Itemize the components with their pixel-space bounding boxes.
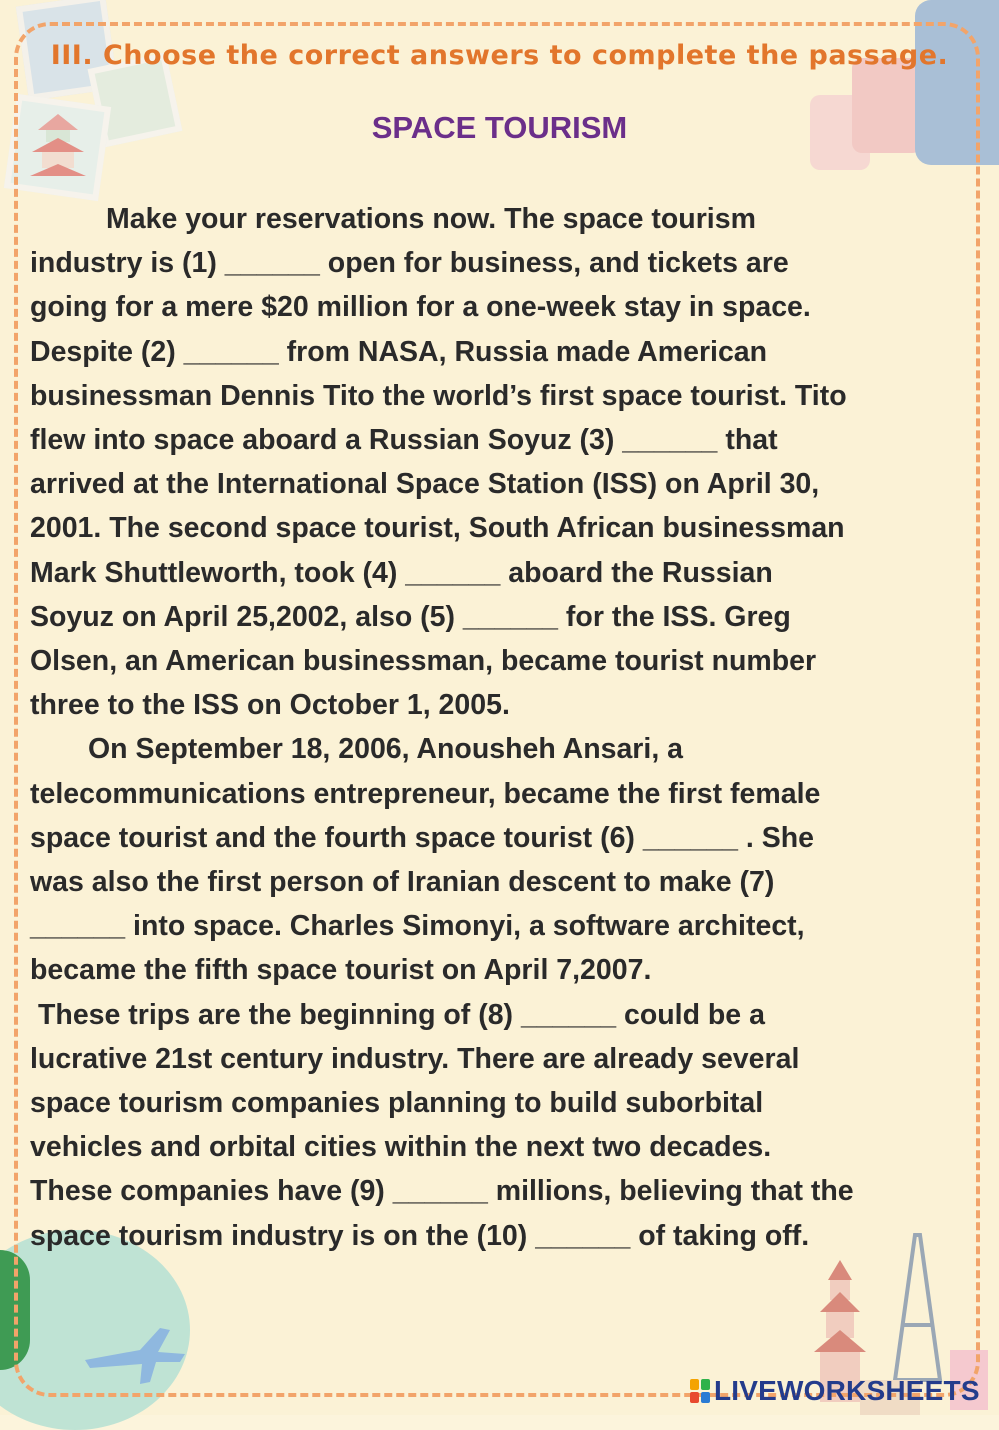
- liveworksheets-logo: [690, 1376, 980, 1406]
- passage-text: [30, 197, 975, 1258]
- passage-line: space tourism industry is on the (10) ______ of taking off.: [30, 1219, 810, 1252]
- passage-line: industry is (1) ______ open for business, and tickets are: [30, 247, 789, 280]
- passage-line: was also the first person of Iranian descent to make (7): [30, 866, 775, 899]
- passage-line: telecommunications entrepreneur, became the first female: [30, 777, 821, 810]
- logo-mark-icon: [690, 1379, 710, 1403]
- passage-line: space tourism companies planning to build suborbital: [30, 1087, 764, 1120]
- passage-line: Mark Shuttleworth, took (4) ______ aboard the Russian: [30, 556, 773, 589]
- logo-text: LIVEWORKSHEETS: [714, 1375, 980, 1406]
- passage-line: Despite (2) ______ from NASA, Russia made American: [30, 335, 768, 368]
- passage-line: businessman Dennis Tito the world’s first space tourist. Tito: [30, 379, 847, 412]
- passage-line: space tourist and the fourth space tourist (6) ______ . She: [30, 821, 814, 854]
- passage-line: Olsen, an American businessman, became tourist number: [30, 645, 817, 678]
- passage-line: 2001. The second space tourist, South African businessman: [30, 512, 845, 545]
- passage-line: These trips are the beginning of (8) ______ could be a: [38, 998, 765, 1031]
- passage-line: Soyuz on April 25,2002, also (5) ______ for the ISS. Greg: [30, 600, 791, 633]
- passage-line: ______ into space. Charles Simonyi, a software architect,: [30, 910, 805, 943]
- passage-line: three to the ISS on October 1, 2005.: [30, 689, 510, 722]
- passage-line: vehicles and orbital cities within the next two decades.: [30, 1131, 772, 1164]
- passage-line: These companies have (9) ______ millions, believing that the: [30, 1175, 854, 1208]
- passage-title: SPACE TOURISM: [371, 110, 628, 145]
- passage-line: Make your reservations now. The space tourism: [106, 203, 756, 235]
- passage-line: arrived at the International Space Station (ISS) on April 30,: [30, 468, 820, 501]
- passage-line: On September 18, 2006, Anousheh Ansari, a: [88, 733, 684, 766]
- passage-line: became the fifth space tourist on April 7,2007.: [30, 954, 652, 987]
- passage-line: flew into space aboard a Russian Soyuz (3) ______ that: [30, 424, 778, 457]
- exercise-instruction: III. Choose the correct answers to complete the passage.: [50, 40, 949, 71]
- passage-line: lucrative 21st century industry. There are already several: [30, 1042, 800, 1075]
- passage-line: going for a mere $20 million for a one-week stay in space.: [30, 291, 811, 324]
